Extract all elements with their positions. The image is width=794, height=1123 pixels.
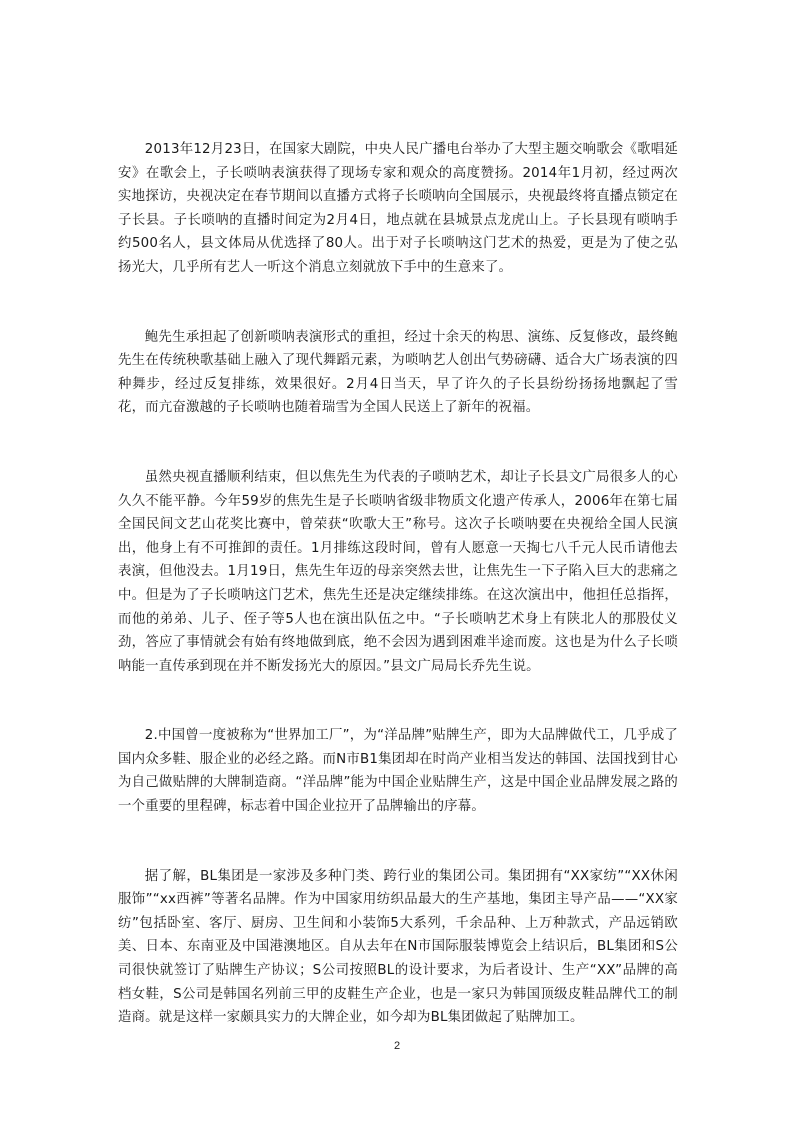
paragraph-spacer <box>118 280 678 326</box>
paragraph-5: 据了解，BL集团是一家涉及多种门类、跨行业的集团公司。集团拥有“XX家纺”“XX休闲服饰”“xx西裤”等著名品牌。作为中国家用纺织品最大的生产基地，集团主导产品——“XX家纺”包括卧室、客厅、厨房、卫生间和小装饰5大系列，千余品种、上万种款式，产品远销欧美、日本、东南亚及中国港澳地区。自从去年在N市国际服装博览会上结识后，BL集团和S公司很快就签订了贴牌生产协议；S公司按照BL的设计要求，为后者设计、生产“XX”品牌的高档女鞋，S公司是韩国名列前三甲的皮鞋生产企业，也是一家只为韩国顶级皮鞋品牌代工的制造商。就是这样一家颇具实力的大牌企业，如今却为BL集团做起了贴牌加工。 <box>118 868 678 1026</box>
paragraph-spacer <box>118 819 678 865</box>
paragraph-1: 2013年12月23日，在国家大剧院，中央人民广播电台举办了大型主题交响歌会《歌唱延安》在歌会上，子长唢呐表演获得了现场专家和观众的高度赞扬。2014年1月初，经过两次实地探访，央视决定在春节期间以直播方式将子长唢呐向全国展示，央视最终将直播点锁定在子长县。子长唢呐的直播时间定为2月4日，地点就在县城景点龙虎山上。子长县现有唢呐手约500名人，县文体局从优选择了80人。出于对子长唢呐这门艺术的热爱，更是为了使之弘扬光大，几乎所有艺人一听这个消息立刻就放下手中的生意来了。 <box>118 142 678 275</box>
paragraph-spacer <box>118 678 678 724</box>
paragraph-3: 虽然央视直播顺利结束，但以焦先生为代表的子唢呐艺术，却让子长县文广局很多人的心久久不能平静。今年59岁的焦先生是子长唢呐省级非物质文化遗产传承人，2006年在第七届全国民间文艺山花奖比赛中，曾荣获“吹歌大王”称号。这次子长唢呐要在央视给全国人民演出，他身上有不可推卸的责任。1月排练这段时间，曾有人愿意一天掏七八千元人民币请他去表演，但他没去。1月19日，焦先生年迈的母亲突然去世，让焦先生一下子陷入巨大的悲痛之中。但是为了子长唢呐这门艺术，焦先生还是决定继续排练。在这次演出中，他担任总指挥，而他的弟弟、儿子、侄子等5人也在演出队伍之中。“子长唢呐艺术身上有陕北人的那股仗义劲，答应了事情就会有始有终地做到底，绝不会因为遇到困难半途而废。这也是为什么子长唢呐能一直传承到现在并不断发扬光大的原因。”县文广局局长乔先生说。 <box>118 469 678 674</box>
paragraph-2: 鲍先生承担起了创新唢呐表演形式的重担，经过十余天的构思、演练、反复修改，最终鲍先生在传统秧歌基础上融入了现代舞蹈元素，为唢呐艺人创出气势磅礴、适合大广场表演的四种舞步，经过反复排练，效果很好。2月4日当天，早了许久的子长县纷纷扬扬地飘起了雪花，而亢奋激越的子长唢呐也随着瑞雪为全国人民送上了新年的祝福。 <box>118 329 678 416</box>
paragraph-spacer <box>118 420 678 466</box>
paragraph-4: 2.中国曾一度被称为“世界加工厂”，为“洋品牌”贴牌生产，即为大品牌做代工，几乎成了国内众多鞋、服企业的必经之路。而N市B1集团却在时尚产业相当发达的韩国、法国找到甘心为自己做贴牌的大牌制造商。“洋品牌”能为中国企业贴牌生产，这是中国企业品牌发展之路的一个重要的里程碑，标志着中国企业拉开了品牌输出的序幕。 <box>118 728 678 815</box>
document-body <box>118 138 678 1030</box>
page-number: 2 <box>393 1040 401 1052</box>
